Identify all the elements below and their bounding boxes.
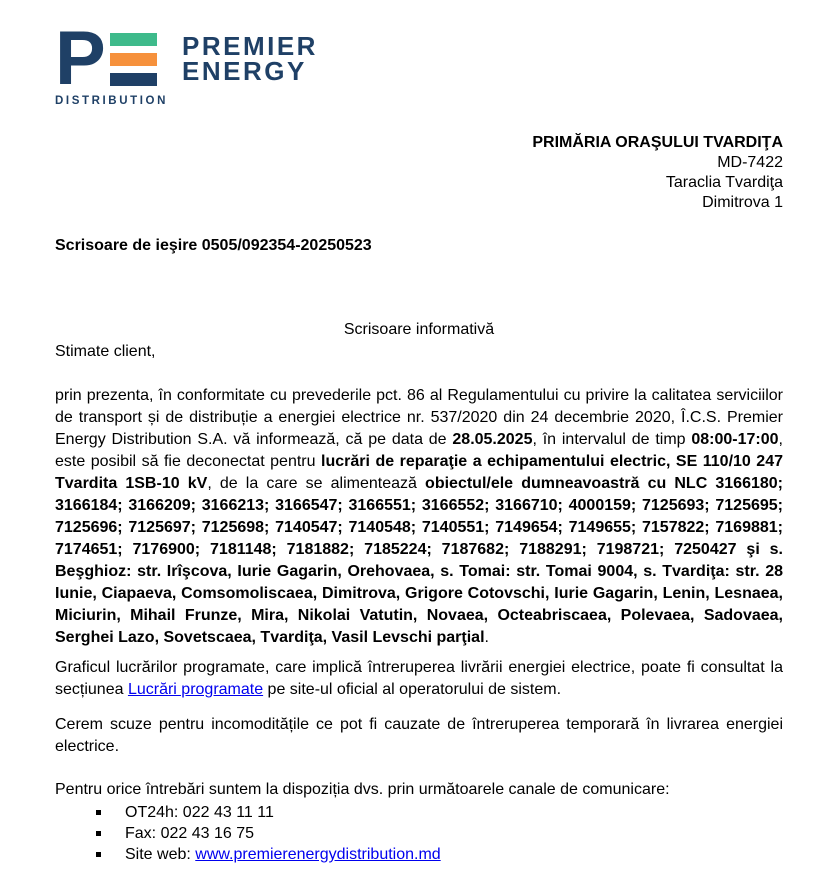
p2-after-link: pe site-ul oficial al operatorului de sistem.: [263, 681, 562, 698]
contact-item-ot24h: [55, 802, 783, 823]
schedule-paragraph: [55, 657, 783, 701]
contact-item-website: [55, 844, 783, 865]
p1-segment-5: .: [484, 629, 489, 646]
recipient-street: Dimitrova 1: [702, 194, 783, 211]
website-link[interactable]: www.premierenergydistribution.md: [195, 846, 441, 863]
planned-works-link[interactable]: Lucrări programate: [127, 681, 264, 698]
salutation: Stimate client,: [55, 343, 156, 360]
contacts-intro: Pentru orice întrebări suntem la dispoziția dvs. prin următoarele canale de comunicare:: [55, 781, 670, 798]
square-bullet-icon: [96, 852, 101, 857]
logo-wordmark-line2: ENERGY: [181, 56, 307, 86]
logo-wordmark: [182, 30, 318, 84]
p2-before-link: Graficul lucrărilor programate, care implică întreruperea livrării energiei electrice, poate fi consultat la secțiunea: [55, 659, 783, 698]
p1-works-bold: lucrări de reparaţie a echipamentului electric, SE 110/10 247 Tvardita 1SB-10 kV: [55, 453, 784, 492]
premier-energy-logo: [55, 16, 783, 107]
logo-letter-p: P: [55, 16, 104, 101]
contact-website-label: [125, 844, 441, 865]
p1-date-bold: 28.05.2025: [452, 431, 533, 448]
p1-segment-1: prin prezenta, în conformitate cu prevederile pct. 86 al Regulamentului cu privire la calitatea serviciilor de transport și de distribuție a energiei electrice nr. 537/2020 din 24 decembrie 2020, Î.C.S. Premier Energy Distribution S.A. vă informează, că pe data de: [55, 387, 783, 448]
p1-time-bold: 08:00-17:00: [691, 431, 779, 448]
p1-nlc-list-bold: obiectul/ele dumneavoastră cu NLC 3166180; 3166184; 3166209; 3166213; 3166547; 3166551; 3166552; 3166710; 4000159; 7125693; 7125695; 7125696; 7125697; 7125698; 7140547; 7140548; 7140551; 7149654; 7149655; 7157822; 7169881; 7174651; 7176900; 7181148; 7181882; 7185224; 7187682; 7188291; 7198721; 7250427 şi s. Beşghioz: str. Irîşcova, Iurie Gagarin, Orehovaea, s. Tomai: str. Tomai 9004, s. Tvardiţa: str. 28 Iunie, Ciapaeva, Comsomoliscaea, Dimitrova, Grigore Cotovschi, Iurie Gagarin, Lenin, Lesnaea, Miciurin, Mihail Frunze, Mira, Nikolai Vatutin, Novaea, Octeabriscaea, Polevaea, Sadovaea, Serghei Lazo, Sovetscaea, Tvardiţa, Vasil Levschi parţial: [55, 475, 783, 646]
contact-item-fax: [55, 823, 783, 844]
letter-title: Scrisoare informativă: [343, 321, 495, 338]
logo-bar-green: [110, 33, 157, 46]
logo-wordmark-line1: PREMIER: [181, 31, 318, 61]
logo-mark-block: [55, 16, 168, 107]
logo-bar-navy: [110, 73, 157, 86]
logo-distribution-label: DISTRIBUTION: [55, 95, 168, 107]
logo-bar-orange: [110, 53, 157, 66]
contact-ot24h-label: OT24h: 022 43 11 11: [125, 804, 274, 821]
apology-paragraph: Cerem scuze pentru incomoditățile ce pot fi cauzate de întreruperea temporară în livrarea energiei electrice.: [55, 716, 783, 755]
square-bullet-icon: [96, 810, 101, 815]
p1-segment-3: , este posibil să fie deconectat pentru: [55, 431, 783, 470]
p1-segment-4: , de la care se alimentează: [207, 475, 426, 492]
contact-list: [55, 802, 783, 865]
recipient-block: [55, 133, 783, 213]
contact-fax-label: Fax: 022 43 16 75: [125, 825, 254, 842]
logo-e-bars-icon: [110, 33, 157, 86]
recipient-locality: Taraclia Tvardiţa: [665, 174, 783, 191]
main-paragraph: [55, 385, 783, 649]
square-bullet-icon: [96, 831, 101, 836]
recipient-name: PRIMĂRIA ORAŞULUI TVARDIŢA: [532, 134, 783, 151]
letter-reference: Scrisoare de ieşire 0505/092354-20250523: [55, 237, 372, 254]
recipient-postal-code: MD-7422: [717, 154, 783, 171]
contact-website-prefix: Site web:: [125, 846, 196, 863]
p1-segment-2: , în intervalul de timp: [532, 431, 692, 448]
